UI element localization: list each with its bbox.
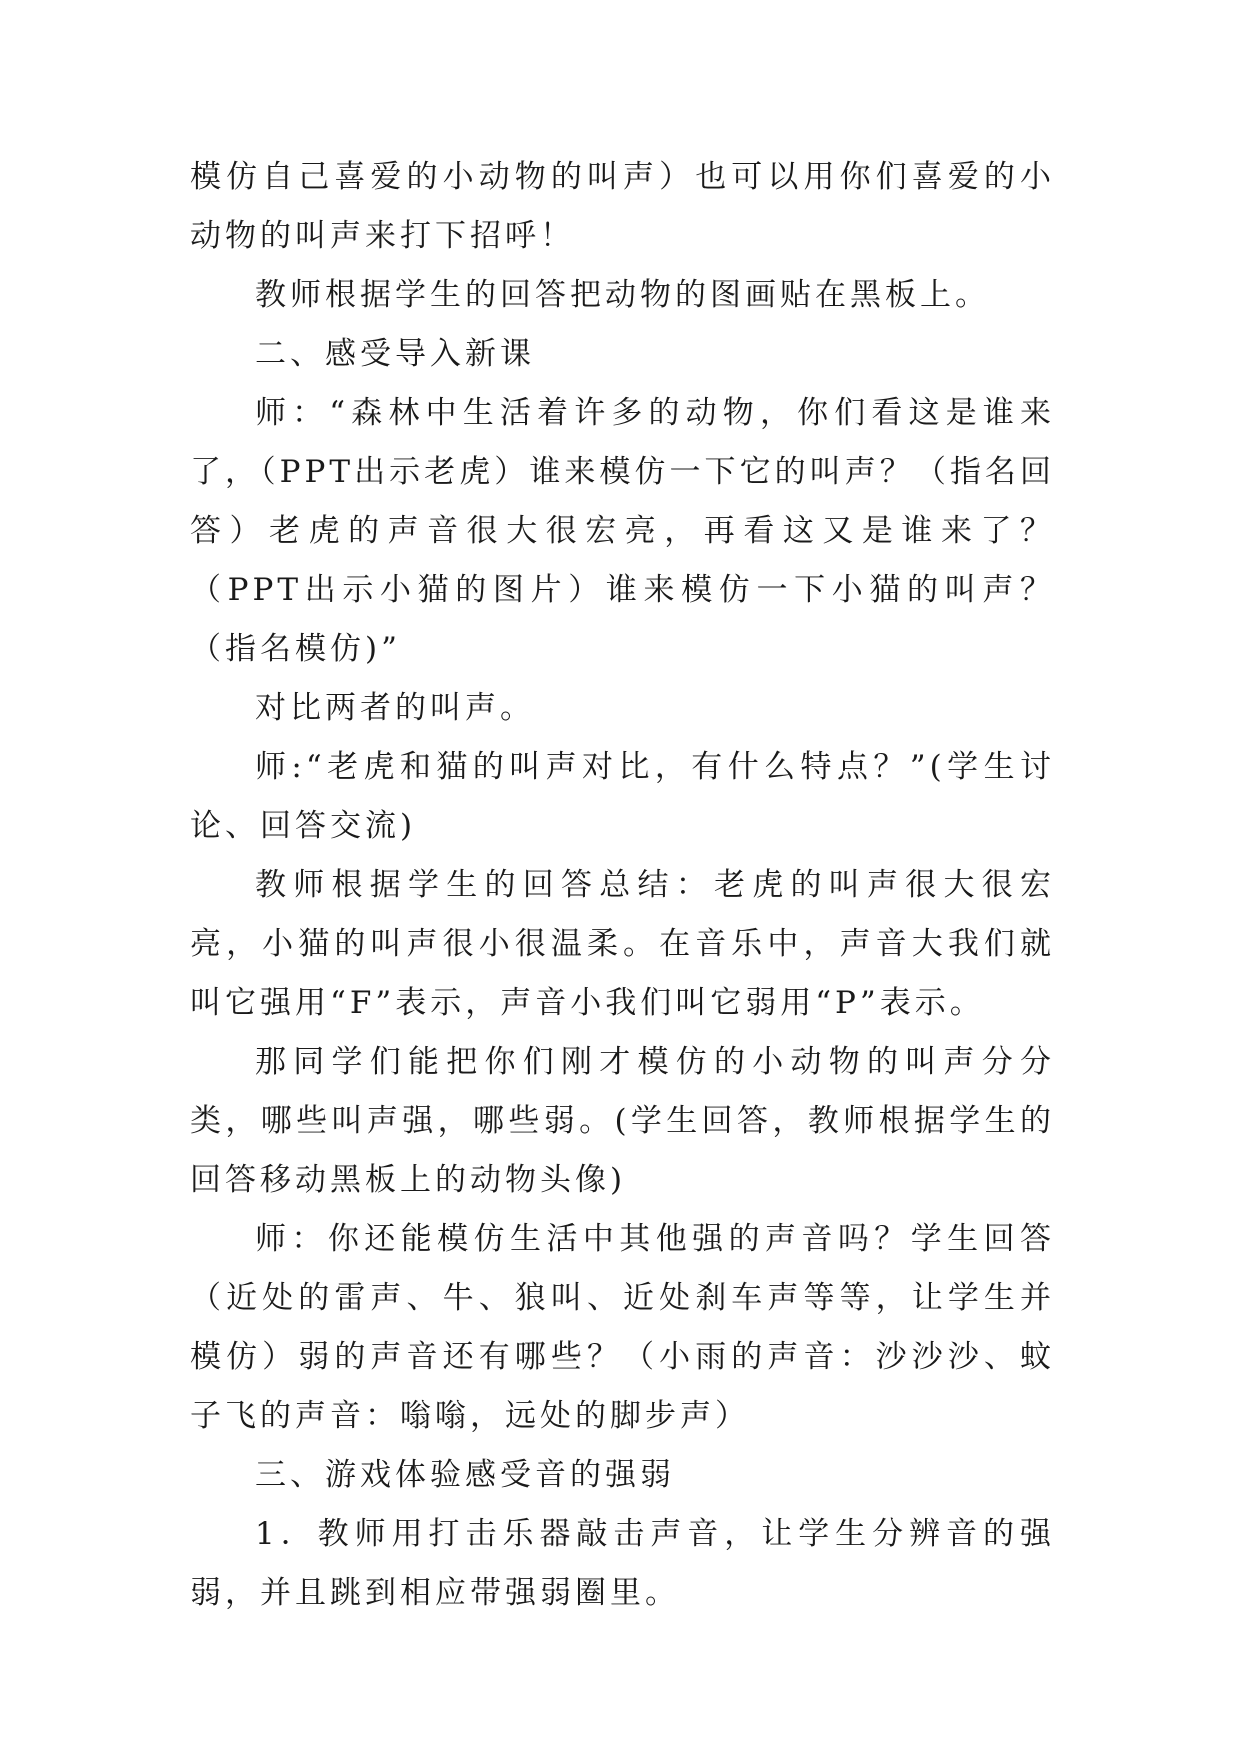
paragraph-teacher-question: 师:“老虎和猫的叫声对比，有什么特点？”(学生讨论、回答交流) <box>190 749 1055 844</box>
paragraph-continuation: 模仿自己喜爱的小动物的叫声）也可以用你们喜爱的小动物的叫声来打下招呼！ <box>190 159 1055 254</box>
paragraph-compare: 对比两者的叫声。 <box>255 690 535 726</box>
section-heading-3: 三、游戏体验感受音的强弱 <box>255 1457 675 1493</box>
document-page <box>190 148 1055 1623</box>
paragraph-classify: 那同学们能把你们刚才模仿的小动物的叫声分分类，哪些叫声强，哪些弱。(学生回答，教师根据学生的回答移动黑板上的动物头像) <box>190 1044 1055 1198</box>
list-item-1: 1．教师用打击乐器敲击声音，让学生分辨音的强弱，并且跳到相应带强弱圈里。 <box>190 1516 1055 1611</box>
paragraph-teacher-posts-pictures: 教师根据学生的回答把动物的图画贴在黑板上。 <box>255 277 990 313</box>
section-heading-2: 二、感受导入新课 <box>255 336 535 372</box>
paragraph-teacher-forest: 师：“森林中生活着许多的动物，你们看这是谁来了，（PPT出示老虎）谁来模仿一下它的叫声？（指名回答）老虎的声音很大很宏亮，再看这又是谁来了？（PPT出示小猫的图片）谁来模仿一下小猫的叫声？（指名模仿)” <box>190 395 1055 667</box>
paragraph-summary: 教师根据学生的回答总结：老虎的叫声很大很宏亮，小猫的叫声很小很温柔。在音乐中，声音大我们就叫它强用“F”表示，声音小我们叫它弱用“P”表示。 <box>190 867 1055 1021</box>
paragraph-imitate-life: 师：你还能模仿生活中其他强的声音吗？学生回答（近处的雷声、牛、狼叫、近处刹车声等等，让学生并模仿）弱的声音还有哪些？（小雨的声音：沙沙沙、蚊子飞的声音：嗡嗡，远处的脚步声） <box>190 1221 1055 1434</box>
